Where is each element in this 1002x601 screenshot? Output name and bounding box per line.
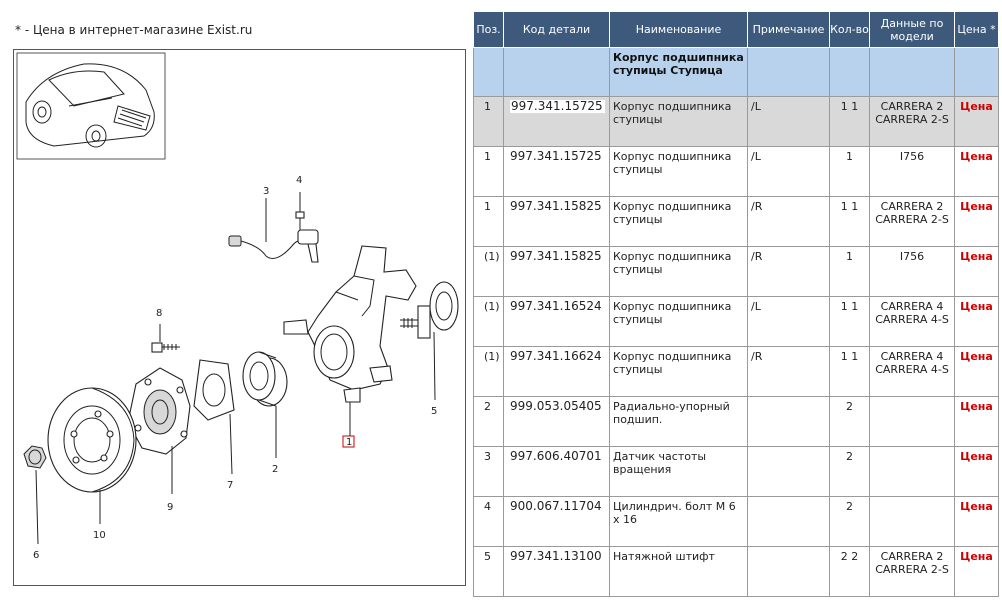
row-qty: 1	[830, 247, 870, 297]
part-7-plate	[194, 360, 234, 420]
row-part-name: Радиально-упорный подшип.	[610, 397, 748, 447]
col-price[interactable]: Цена *	[955, 12, 999, 48]
label-part-10: 10	[93, 530, 106, 541]
row-remark: /L	[748, 147, 830, 197]
row-part-name: Датчик частоты вращения	[610, 447, 748, 497]
row-model	[870, 447, 955, 497]
row-qty: 1 1	[830, 347, 870, 397]
row-qty: 2 2	[830, 547, 870, 597]
parts-table	[473, 11, 999, 597]
row-qty: 2	[830, 397, 870, 447]
row-remark: /L	[748, 97, 830, 147]
row-model	[870, 497, 955, 547]
col-remark[interactable]: Примечание	[748, 12, 830, 48]
part-6-nut	[24, 446, 46, 468]
row-pos: 1	[474, 197, 504, 247]
part-code-text[interactable]: 997.606.40701	[510, 449, 602, 463]
row-price-link[interactable]: Цена	[955, 547, 999, 597]
col-pos[interactable]: Поз.	[474, 12, 504, 48]
part-code-text[interactable]: 997.341.15725	[510, 100, 605, 113]
row-remark	[748, 397, 830, 447]
row-pos: (1)	[474, 297, 504, 347]
row-part-code[interactable]	[504, 397, 610, 447]
table-row[interactable]	[474, 247, 999, 297]
row-price-link[interactable]: Цена	[955, 147, 999, 197]
part-code-text[interactable]: 997.341.16624	[510, 349, 602, 363]
row-pos: 1	[474, 147, 504, 197]
row-price-link[interactable]: Цена	[955, 247, 999, 297]
table-row[interactable]	[474, 397, 999, 447]
row-part-name: Корпус подшипника ступицы	[610, 97, 748, 147]
table-row[interactable]	[474, 147, 999, 197]
row-qty: 2	[830, 447, 870, 497]
table-row[interactable]	[474, 497, 999, 547]
row-part-name: Натяжной штифт	[610, 547, 748, 597]
part-3-speed-sensor	[229, 198, 318, 262]
row-remark: /R	[748, 347, 830, 397]
table-row[interactable]	[474, 447, 999, 497]
row-qty: 1 1	[830, 97, 870, 147]
table-row[interactable]	[474, 97, 999, 147]
price-note: * - Цена в интернет-магазине Exist.ru	[15, 23, 253, 37]
exploded-view	[14, 50, 467, 587]
row-price-link[interactable]: Цена	[955, 497, 999, 547]
row-pos: (1)	[474, 247, 504, 297]
row-model: I756	[870, 247, 955, 297]
row-remark: /R	[748, 247, 830, 297]
part-8-bolt	[152, 324, 180, 352]
row-pos: 3	[474, 447, 504, 497]
table-row[interactable]	[474, 297, 999, 347]
row-qty: 1 1	[830, 297, 870, 347]
row-part-name: Корпус подшипника ступицы	[610, 147, 748, 197]
row-model: CARRERA 2 CARRERA 2-S	[870, 197, 955, 247]
row-qty: 1	[830, 147, 870, 197]
col-name[interactable]: Наименование	[610, 12, 748, 48]
col-code[interactable]: Код детали	[504, 12, 610, 48]
part-2-bearing	[243, 352, 287, 406]
row-part-code[interactable]	[504, 247, 610, 297]
row-pos: (1)	[474, 347, 504, 397]
col-model[interactable]: Данные по модели	[870, 12, 955, 48]
part-code-text[interactable]: 997.341.13100	[510, 549, 602, 563]
label-part-3: 3	[263, 186, 270, 197]
table-row[interactable]	[474, 197, 999, 247]
col-qty[interactable]: Кол-во	[830, 12, 870, 48]
label-part-1: 1	[346, 437, 353, 448]
row-price-link[interactable]: Цена	[955, 197, 999, 247]
row-remark	[748, 497, 830, 547]
row-model: I756	[870, 147, 955, 197]
group-title: Корпус подшипника ступицы Ступица	[610, 48, 748, 97]
row-remark: /L	[748, 297, 830, 347]
row-model: CARRERA 4 CARRERA 4-S	[870, 297, 955, 347]
row-pos: 4	[474, 497, 504, 547]
part-10-disc	[48, 388, 136, 492]
row-price-link[interactable]: Цена	[955, 447, 999, 497]
parts-diagram	[13, 49, 466, 586]
part-9-hub	[128, 368, 190, 454]
car-thumbnail	[17, 53, 165, 159]
row-pos: 1	[474, 97, 504, 147]
row-part-code[interactable]	[504, 147, 610, 197]
row-part-name: Цилиндрич. болт М 6 х 16	[610, 497, 748, 547]
row-pos: 2	[474, 397, 504, 447]
row-part-code[interactable]	[504, 97, 610, 147]
table-header	[474, 12, 999, 48]
label-part-6: 6	[33, 550, 40, 561]
part-code-text[interactable]: 999.053.05405	[510, 399, 602, 413]
row-part-code[interactable]	[504, 197, 610, 247]
row-pos: 5	[474, 547, 504, 597]
label-part-7: 7	[227, 480, 234, 491]
table-body	[474, 48, 999, 597]
row-part-code[interactable]	[504, 347, 610, 397]
row-part-code[interactable]	[504, 497, 610, 547]
row-model: CARRERA 4 CARRERA 4-S	[870, 347, 955, 397]
part-4-bolt	[296, 192, 304, 230]
table-row[interactable]	[474, 547, 999, 597]
row-qty: 2	[830, 497, 870, 547]
row-part-name: Корпус подшипника ступицы	[610, 197, 748, 247]
label-part-8: 8	[156, 308, 163, 319]
row-part-name: Корпус подшипника ступицы	[610, 247, 748, 297]
part-code-text[interactable]: 997.341.16524	[510, 299, 602, 313]
row-remark	[748, 447, 830, 497]
row-remark: /R	[748, 197, 830, 247]
part-code-text[interactable]: 900.067.11704	[510, 499, 602, 513]
table-row[interactable]	[474, 347, 999, 397]
row-part-name: Корпус подшипника ступицы	[610, 347, 748, 397]
row-part-name: Корпус подшипника ступицы	[610, 297, 748, 347]
row-qty: 1 1	[830, 197, 870, 247]
row-price-link[interactable]: Цена	[955, 97, 999, 147]
row-model: CARRERA 2 CARRERA 2-S	[870, 97, 955, 147]
row-model: CARRERA 2 CARRERA 2-S	[870, 547, 955, 597]
row-price-link[interactable]: Цена	[955, 347, 999, 397]
row-model	[870, 397, 955, 447]
row-part-code[interactable]	[504, 297, 610, 347]
row-price-link[interactable]: Цена	[955, 397, 999, 447]
label-part-9: 9	[167, 502, 174, 513]
label-part-2: 2	[272, 464, 279, 475]
row-remark	[748, 547, 830, 597]
part-code-text[interactable]: 997.341.15825	[510, 249, 602, 263]
row-price-link[interactable]: Цена	[955, 297, 999, 347]
row-part-code[interactable]	[504, 447, 610, 497]
row-part-code[interactable]	[504, 547, 610, 597]
part-code-text[interactable]: 997.341.15825	[510, 199, 602, 213]
part-code-text[interactable]: 997.341.15725	[510, 149, 602, 163]
group-row	[474, 48, 999, 97]
label-part-5: 5	[431, 406, 438, 417]
label-part-4: 4	[296, 175, 303, 186]
